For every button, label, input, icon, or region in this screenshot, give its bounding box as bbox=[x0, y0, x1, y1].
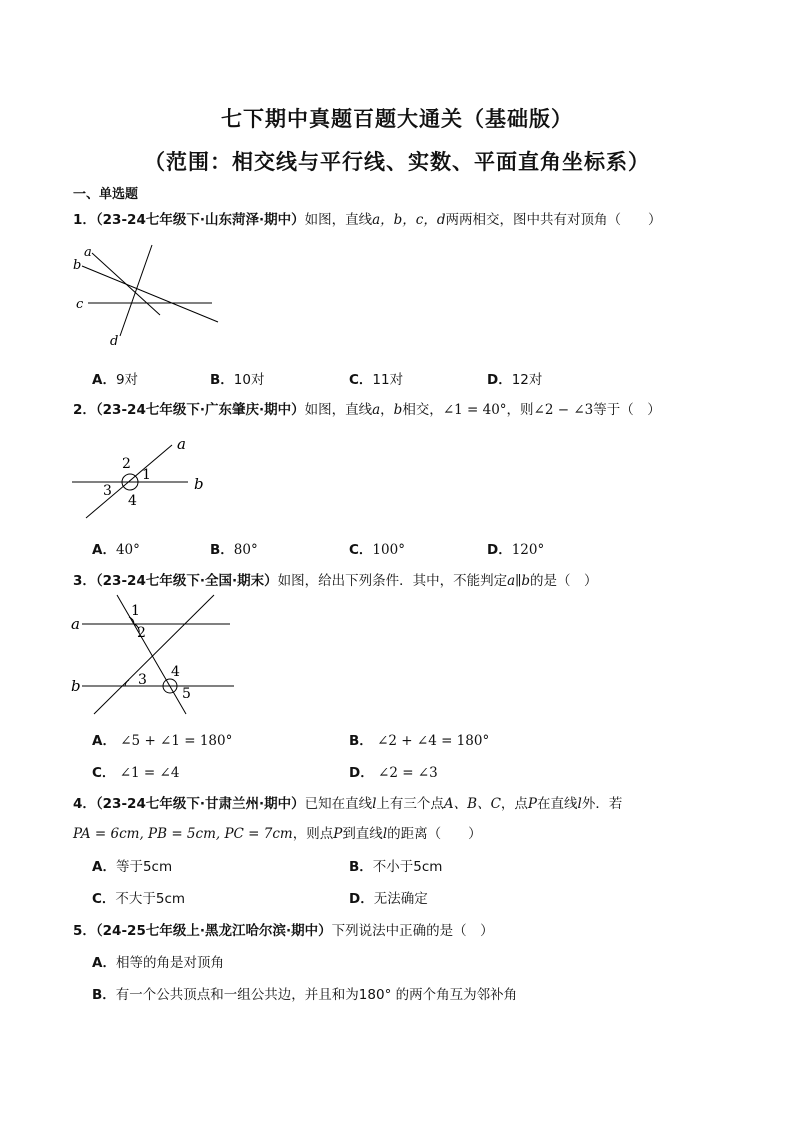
option-a[interactable]: A．40° bbox=[92, 542, 140, 558]
figure-label-a: a bbox=[177, 435, 186, 453]
option-d[interactable]: D．12对 bbox=[487, 372, 543, 388]
figure-label-c: c bbox=[76, 297, 84, 312]
angle-label-2: 2 bbox=[137, 625, 146, 641]
option-a[interactable]: A．9对 bbox=[92, 372, 139, 388]
figure-label-b: b bbox=[194, 475, 204, 493]
option-b[interactable]: B．有一个公共顶点和一组公共边，并且和为180° 的两个角互为邻补角 bbox=[92, 987, 518, 1003]
option-c[interactable]: C． ∠1 = ∠4 bbox=[92, 765, 180, 781]
option-a[interactable]: A． ∠5 + ∠1 = 180° bbox=[92, 733, 233, 749]
question-1-figure bbox=[70, 240, 230, 350]
option-b[interactable]: B．不小于5cm bbox=[349, 859, 443, 875]
option-d[interactable]: D． ∠2 = ∠3 bbox=[349, 765, 438, 781]
angle-label-4: 4 bbox=[171, 664, 180, 680]
document-title: 七下期中真题百题大通关（基础版） bbox=[221, 107, 573, 131]
question-source: （23-24七年级下·甘肃兰州·期中） bbox=[95, 796, 305, 812]
figure-label-a: a bbox=[71, 615, 80, 633]
option-c[interactable]: C．不大于5cm bbox=[92, 891, 186, 907]
question-source: （23-24七年级下·山东菏泽·期中） bbox=[95, 212, 305, 228]
option-d[interactable]: D．无法确定 bbox=[349, 891, 428, 907]
angle-label-1: 1 bbox=[142, 467, 151, 483]
question-3-stem: 3．（23-24七年级下·全国·期末）如图，给出下列条件．其中，不能判定a∥b的是（ ） bbox=[73, 573, 598, 589]
question-5-stem: 5．（24-25七年级上·黑龙江哈尔滨·期中）下列说法中正确的是（ ） bbox=[73, 923, 494, 939]
angle-label-3: 3 bbox=[103, 483, 112, 499]
option-d[interactable]: D．120° bbox=[487, 542, 545, 558]
question-text: 如图，直线 bbox=[304, 212, 373, 228]
question-4-stem: 4．（23-24七年级下·甘肃兰州·期中）已知在直线l上有三个点A、B、C，点P在直线l外．若 bbox=[73, 796, 623, 812]
question-3-figure bbox=[68, 590, 238, 720]
parallel-relation: a∥b bbox=[507, 573, 531, 589]
option-b[interactable]: B． ∠2 + ∠4 = 180° bbox=[349, 733, 490, 749]
question-vars: a，b，c，d bbox=[372, 212, 446, 228]
angle-label-1: 1 bbox=[131, 603, 140, 619]
question-number: 5． bbox=[73, 923, 96, 939]
option-c[interactable]: C．100° bbox=[349, 542, 405, 558]
question-number: 3． bbox=[73, 573, 96, 589]
figure-label-a: a bbox=[84, 245, 92, 260]
question-1-stem bbox=[73, 208, 662, 228]
option-b[interactable]: B．10对 bbox=[210, 372, 265, 388]
question-text: 两两相交，图中共有对顶角（ ） bbox=[445, 212, 662, 228]
option-c[interactable]: C．11对 bbox=[349, 372, 404, 388]
option-b[interactable]: B．80° bbox=[210, 542, 258, 558]
question-source: （23-24七年级下·全国·期末） bbox=[95, 573, 278, 589]
angle-label-2: 2 bbox=[122, 456, 131, 472]
angle-label-3: 3 bbox=[138, 672, 147, 688]
condition-math: ∠1 = 40° bbox=[442, 402, 507, 418]
figure-label-b: b bbox=[73, 258, 82, 273]
question-number: 4． bbox=[73, 796, 96, 812]
option-a[interactable]: A．等于5cm bbox=[92, 859, 173, 875]
question-2-stem: 2．（23-24七年级下·广东肇庆·期中）如图，直线a，b相交，∠1 = 40°，则∠2 − ∠3等于（ ） bbox=[73, 402, 661, 418]
distance-values: PA = 6cm, PB = 5cm, PC = 7cm bbox=[73, 826, 293, 842]
question-2-figure bbox=[70, 430, 220, 525]
question-source: （24-25七年级上·黑龙江哈尔滨·期中） bbox=[95, 923, 332, 939]
expression-math: ∠2 − ∠3 bbox=[533, 402, 594, 418]
figure-label-b: b bbox=[71, 677, 81, 695]
angle-label-5: 5 bbox=[182, 686, 191, 702]
question-source: （23-24七年级下·广东肇庆·期中） bbox=[95, 402, 305, 418]
figure-label-d: d bbox=[110, 334, 119, 349]
question-4-stem-line2: PA = 6cm, PB = 5cm, PC = 7cm，则点P到直线l的距离（ ） bbox=[73, 826, 482, 842]
section-heading: 一、单选题 bbox=[73, 187, 139, 202]
option-a[interactable]: A．相等的角是对顶角 bbox=[92, 955, 224, 971]
question-number: 2． bbox=[73, 402, 96, 418]
document-subtitle: （范围：相交线与平行线、实数、平面直角坐标系） bbox=[144, 150, 650, 174]
question-number: 1． bbox=[73, 212, 96, 228]
angle-label-4: 4 bbox=[128, 493, 137, 509]
